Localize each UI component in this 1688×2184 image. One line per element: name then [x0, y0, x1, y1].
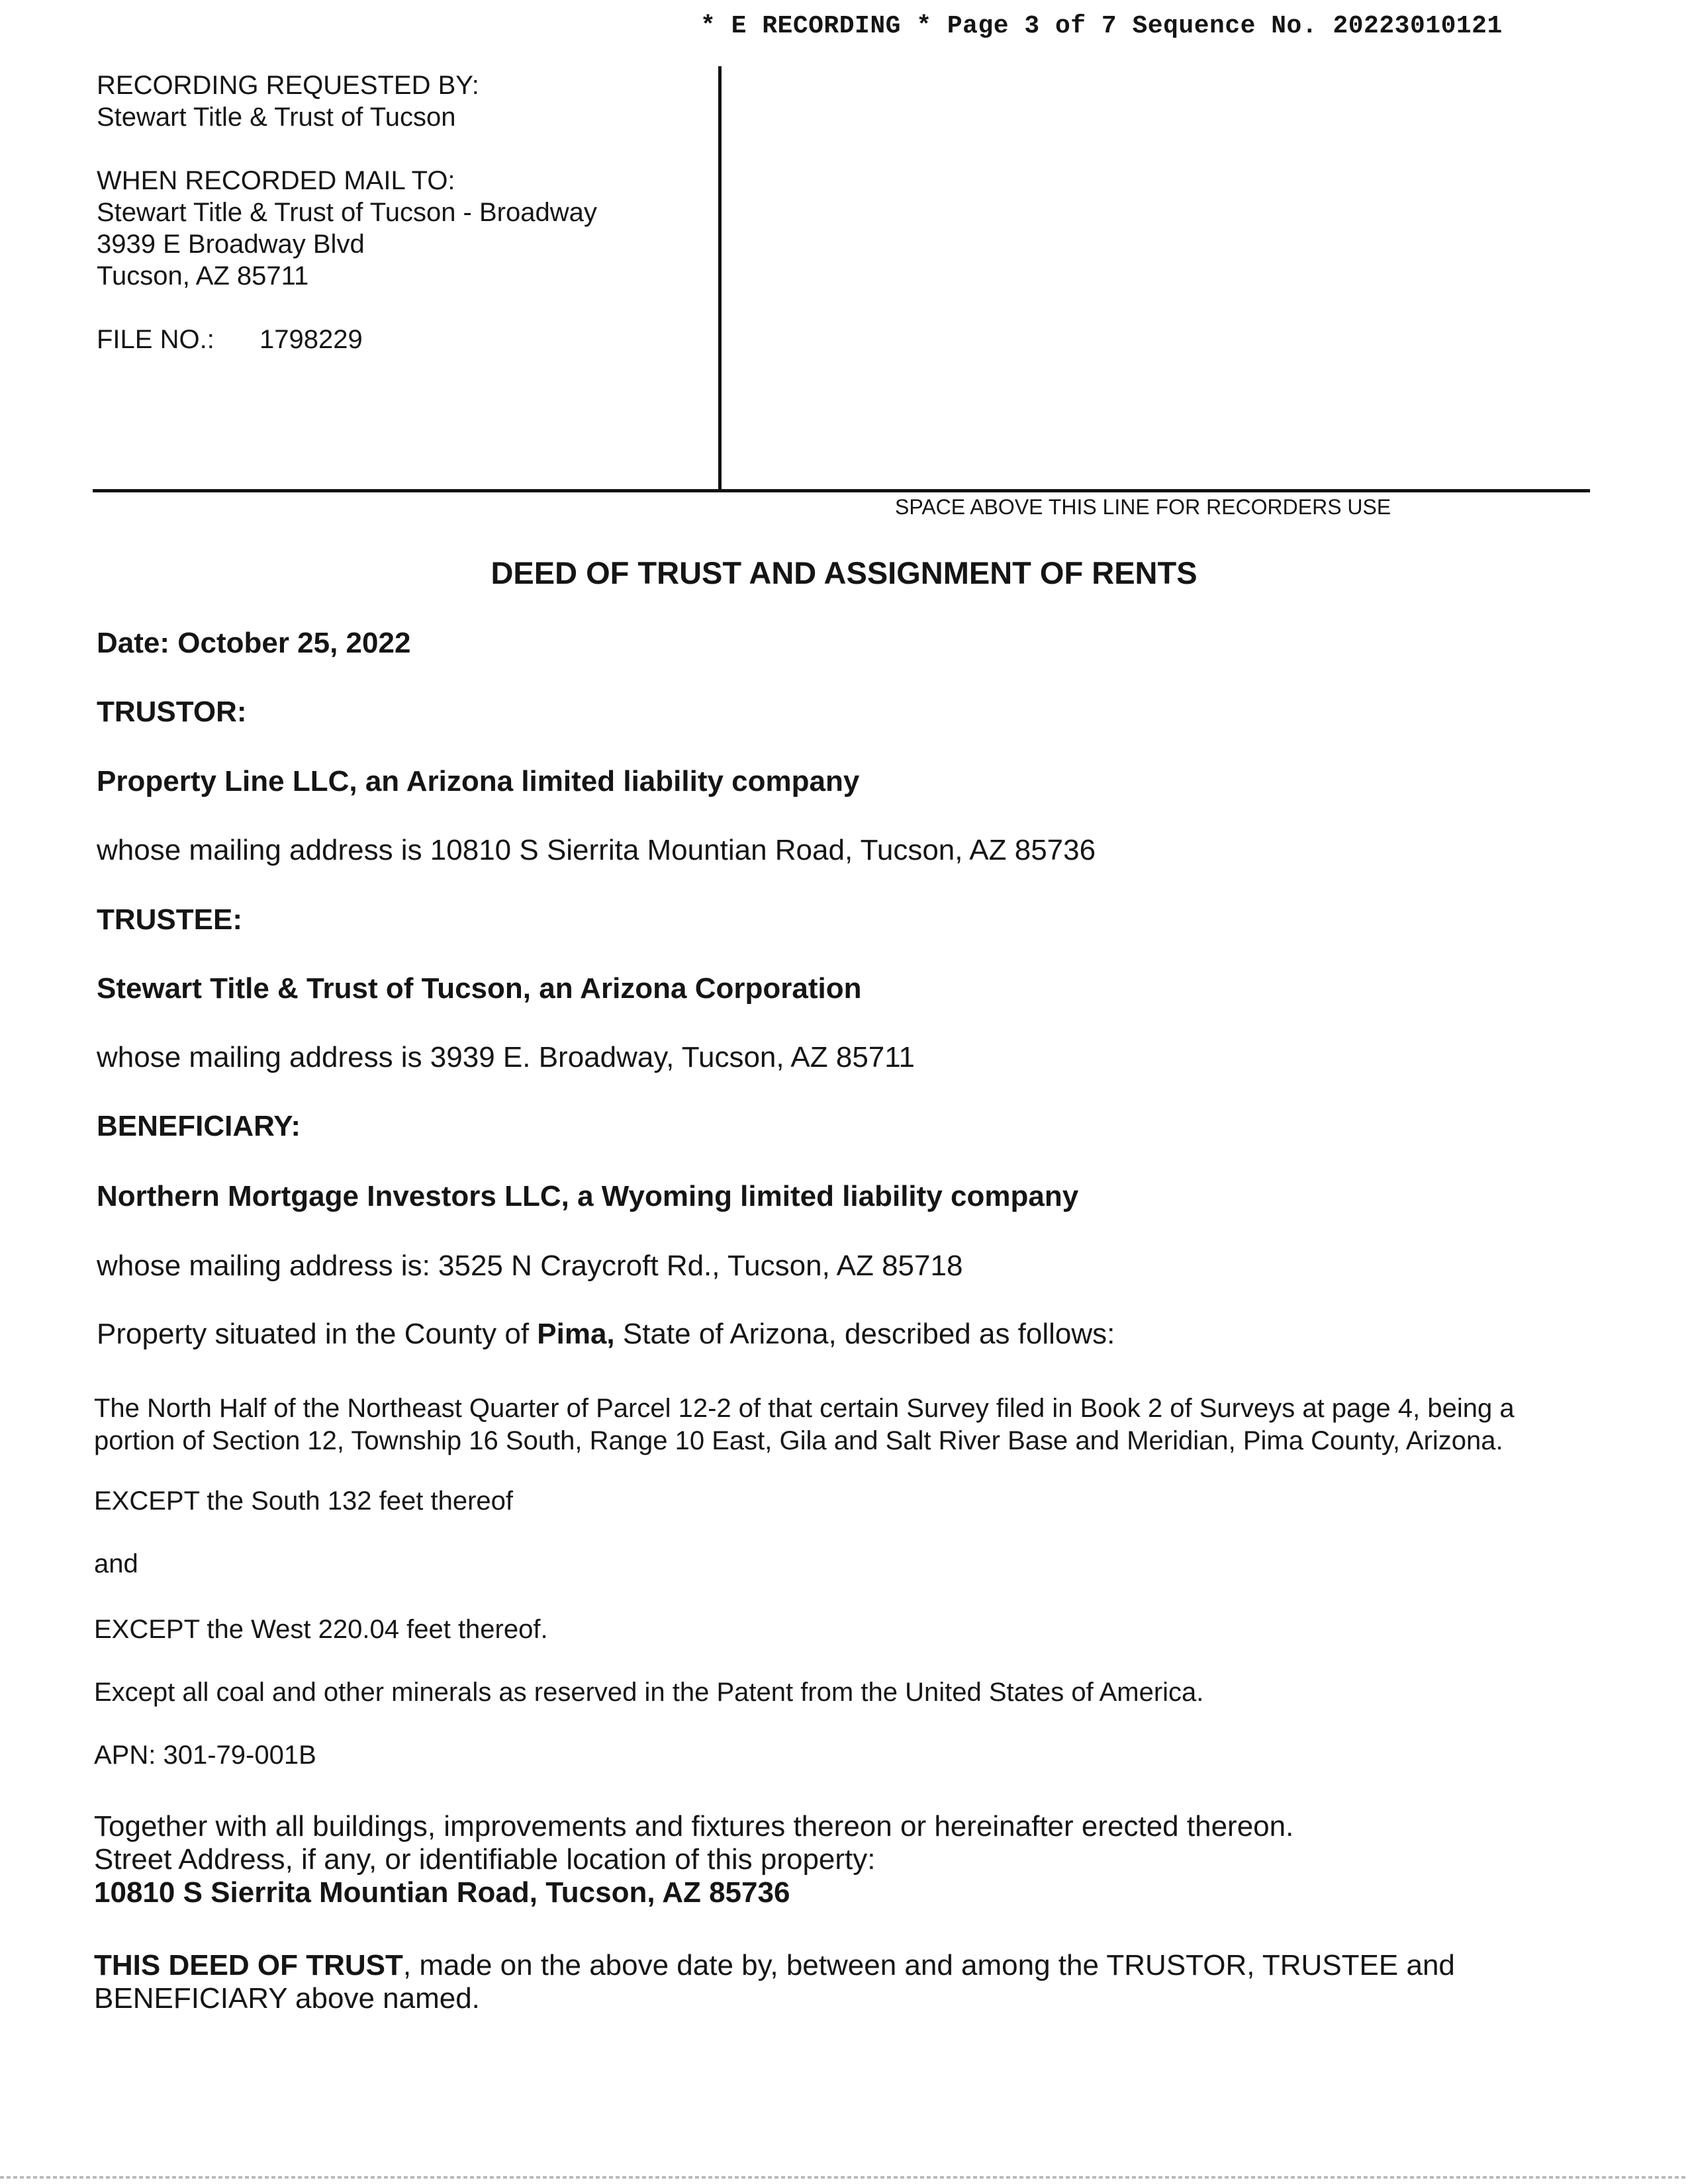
property-intro-before: Property situated in the County of [97, 1318, 538, 1350]
minerals-exception: Except all coal and other minerals as reserved in the Patent from the United States of America. [94, 1678, 1204, 1707]
recorder-box-divider [718, 66, 722, 491]
except-south: EXCEPT the South 132 feet thereof [94, 1486, 514, 1516]
document-title: DEED OF TRUST AND ASSIGNMENT OF RENTS [491, 555, 1197, 590]
file-no-value: 1798229 [259, 325, 363, 354]
property-intro-after: State of Arizona, described as follows: [614, 1318, 1115, 1350]
apn: APN: 301-79-001B [94, 1741, 316, 1770]
date-line: Date: October 25, 2022 [97, 627, 411, 659]
trustor-label: TRUSTOR: [97, 696, 247, 728]
legal-description-line-2: portion of Section 12, Township 16 South, Range 10 East, Gila and Salt River Base and Meridian, Pima County, Arizona. [94, 1426, 1503, 1455]
mail-to-line-3: Tucson, AZ 85711 [97, 261, 309, 291]
trustee-address: whose mailing address is 3939 E. Broadway, Tucson, AZ 85711 [97, 1041, 915, 1073]
file-no-label: FILE NO.: [97, 325, 214, 354]
street-address: 10810 S Sierrita Mountian Road, Tucson, AZ 85736 [94, 1876, 790, 1909]
recording-stamp: * E RECORDING * Page 3 of 7 Sequence No. 20223010121 [700, 12, 1503, 40]
property-intro [97, 1317, 1115, 1351]
together-line-2: Street Address, if any, or identifiable location of this property: [94, 1843, 876, 1876]
trustor-address: whose mailing address is 10810 S Sierrita Mountian Road, Tucson, AZ 85736 [97, 834, 1096, 866]
together-line-1: Together with all buildings, improvements and fixtures thereon or hereinafter erected thereon. [94, 1810, 1294, 1843]
mail-to-line-1: Stewart Title & Trust of Tucson - Broadway [97, 198, 597, 227]
property-county: Pima, [537, 1318, 615, 1350]
scan-edge-artifact [0, 2176, 1688, 2179]
mail-to-line-2: 3939 E Broadway Blvd [97, 230, 365, 259]
requested-by-value: Stewart Title & Trust of Tucson [97, 103, 456, 132]
closing-line-2: BENEFICIARY above named. [94, 1982, 480, 2015]
recorder-space-line [93, 489, 1590, 492]
trustee-name: Stewart Title & Trust of Tucson, an Arizona Corporation [97, 972, 862, 1005]
trustee-label: TRUSTEE: [97, 903, 242, 936]
legal-description-line-1: The North Half of the Northeast Quarter of Parcel 12-2 of that certain Survey filed in Book 2 of Surveys at page 4, being a [94, 1394, 1515, 1423]
recorder-use-note: SPACE ABOVE THIS LINE FOR RECORDERS USE [895, 495, 1391, 519]
beneficiary-label: BENEFICIARY: [97, 1110, 301, 1142]
requested-by-label: RECORDING REQUESTED BY: [97, 71, 479, 100]
closing-line-1 [94, 1948, 1455, 1983]
beneficiary-name: Northern Mortgage Investors LLC, a Wyoming limited liability company [97, 1180, 1079, 1212]
beneficiary-address: whose mailing address is: 3525 N Craycroft Rd., Tucson, AZ 85718 [97, 1250, 963, 1282]
trustor-name: Property Line LLC, an Arizona limited liability company [97, 765, 860, 797]
closing-lead: THIS DEED OF TRUST [94, 1949, 403, 1981]
closing-rest: , made on the above date by, between and among the TRUSTOR, TRUSTEE and [402, 1949, 1455, 1981]
except-west: EXCEPT the West 220.04 feet thereof. [94, 1615, 548, 1644]
and-connector: and [94, 1549, 138, 1578]
mail-to-label: WHEN RECORDED MAIL TO: [97, 166, 455, 195]
